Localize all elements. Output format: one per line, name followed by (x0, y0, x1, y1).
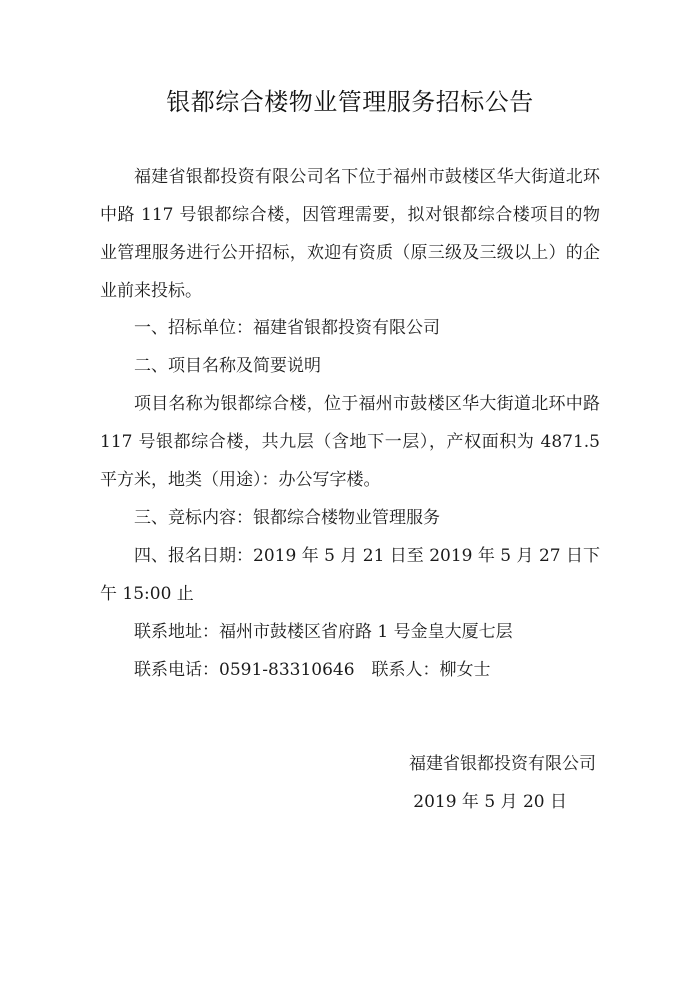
section-bidding-content: 三、竞标内容：银都综合楼物业管理服务 (134, 508, 440, 528)
intro-paragraph (100, 158, 600, 310)
section-project-heading: 二、项目名称及简要说明 (134, 356, 321, 376)
contact-address: 联系地址：福州市鼓楼区省府路 1 号金皇大厦七层 (134, 622, 513, 642)
contact-phone: 联系电话：0591-83310646 联系人：柳女士 (134, 660, 491, 680)
intro-text: 福建省银都投资有限公司名下位于福州市鼓楼区华大街道北环中路 117 号银都综合楼，因管理需要，拟对银都综合楼项目的物业管理服务进行公开招标，欢迎有资质（原三级及三级以上）的企业前来投标。 (100, 167, 600, 301)
signature-company: 福建省银都投资有限公司 (409, 754, 596, 774)
section-registration-date: 四、报名日期：2019 年 5 月 21 日至 2019 年 5 月 27 日下午 15:00 止 (100, 546, 600, 604)
section-project-description: 项目名称为银都综合楼，位于福州市鼓楼区华大街道北环中路 117 号银都综合楼，共九层（含地下一层），产权面积为 4871.5 平方米，地类（用途）：办公写字楼。 (100, 394, 600, 490)
signature-date: 2019 年 5 月 20 日 (413, 792, 567, 812)
section-list (100, 309, 600, 689)
section-tendering-unit: 一、招标单位：福建省银都投资有限公司 (134, 318, 440, 338)
page-title: 银都综合楼物业管理服务招标公告 (166, 88, 534, 116)
